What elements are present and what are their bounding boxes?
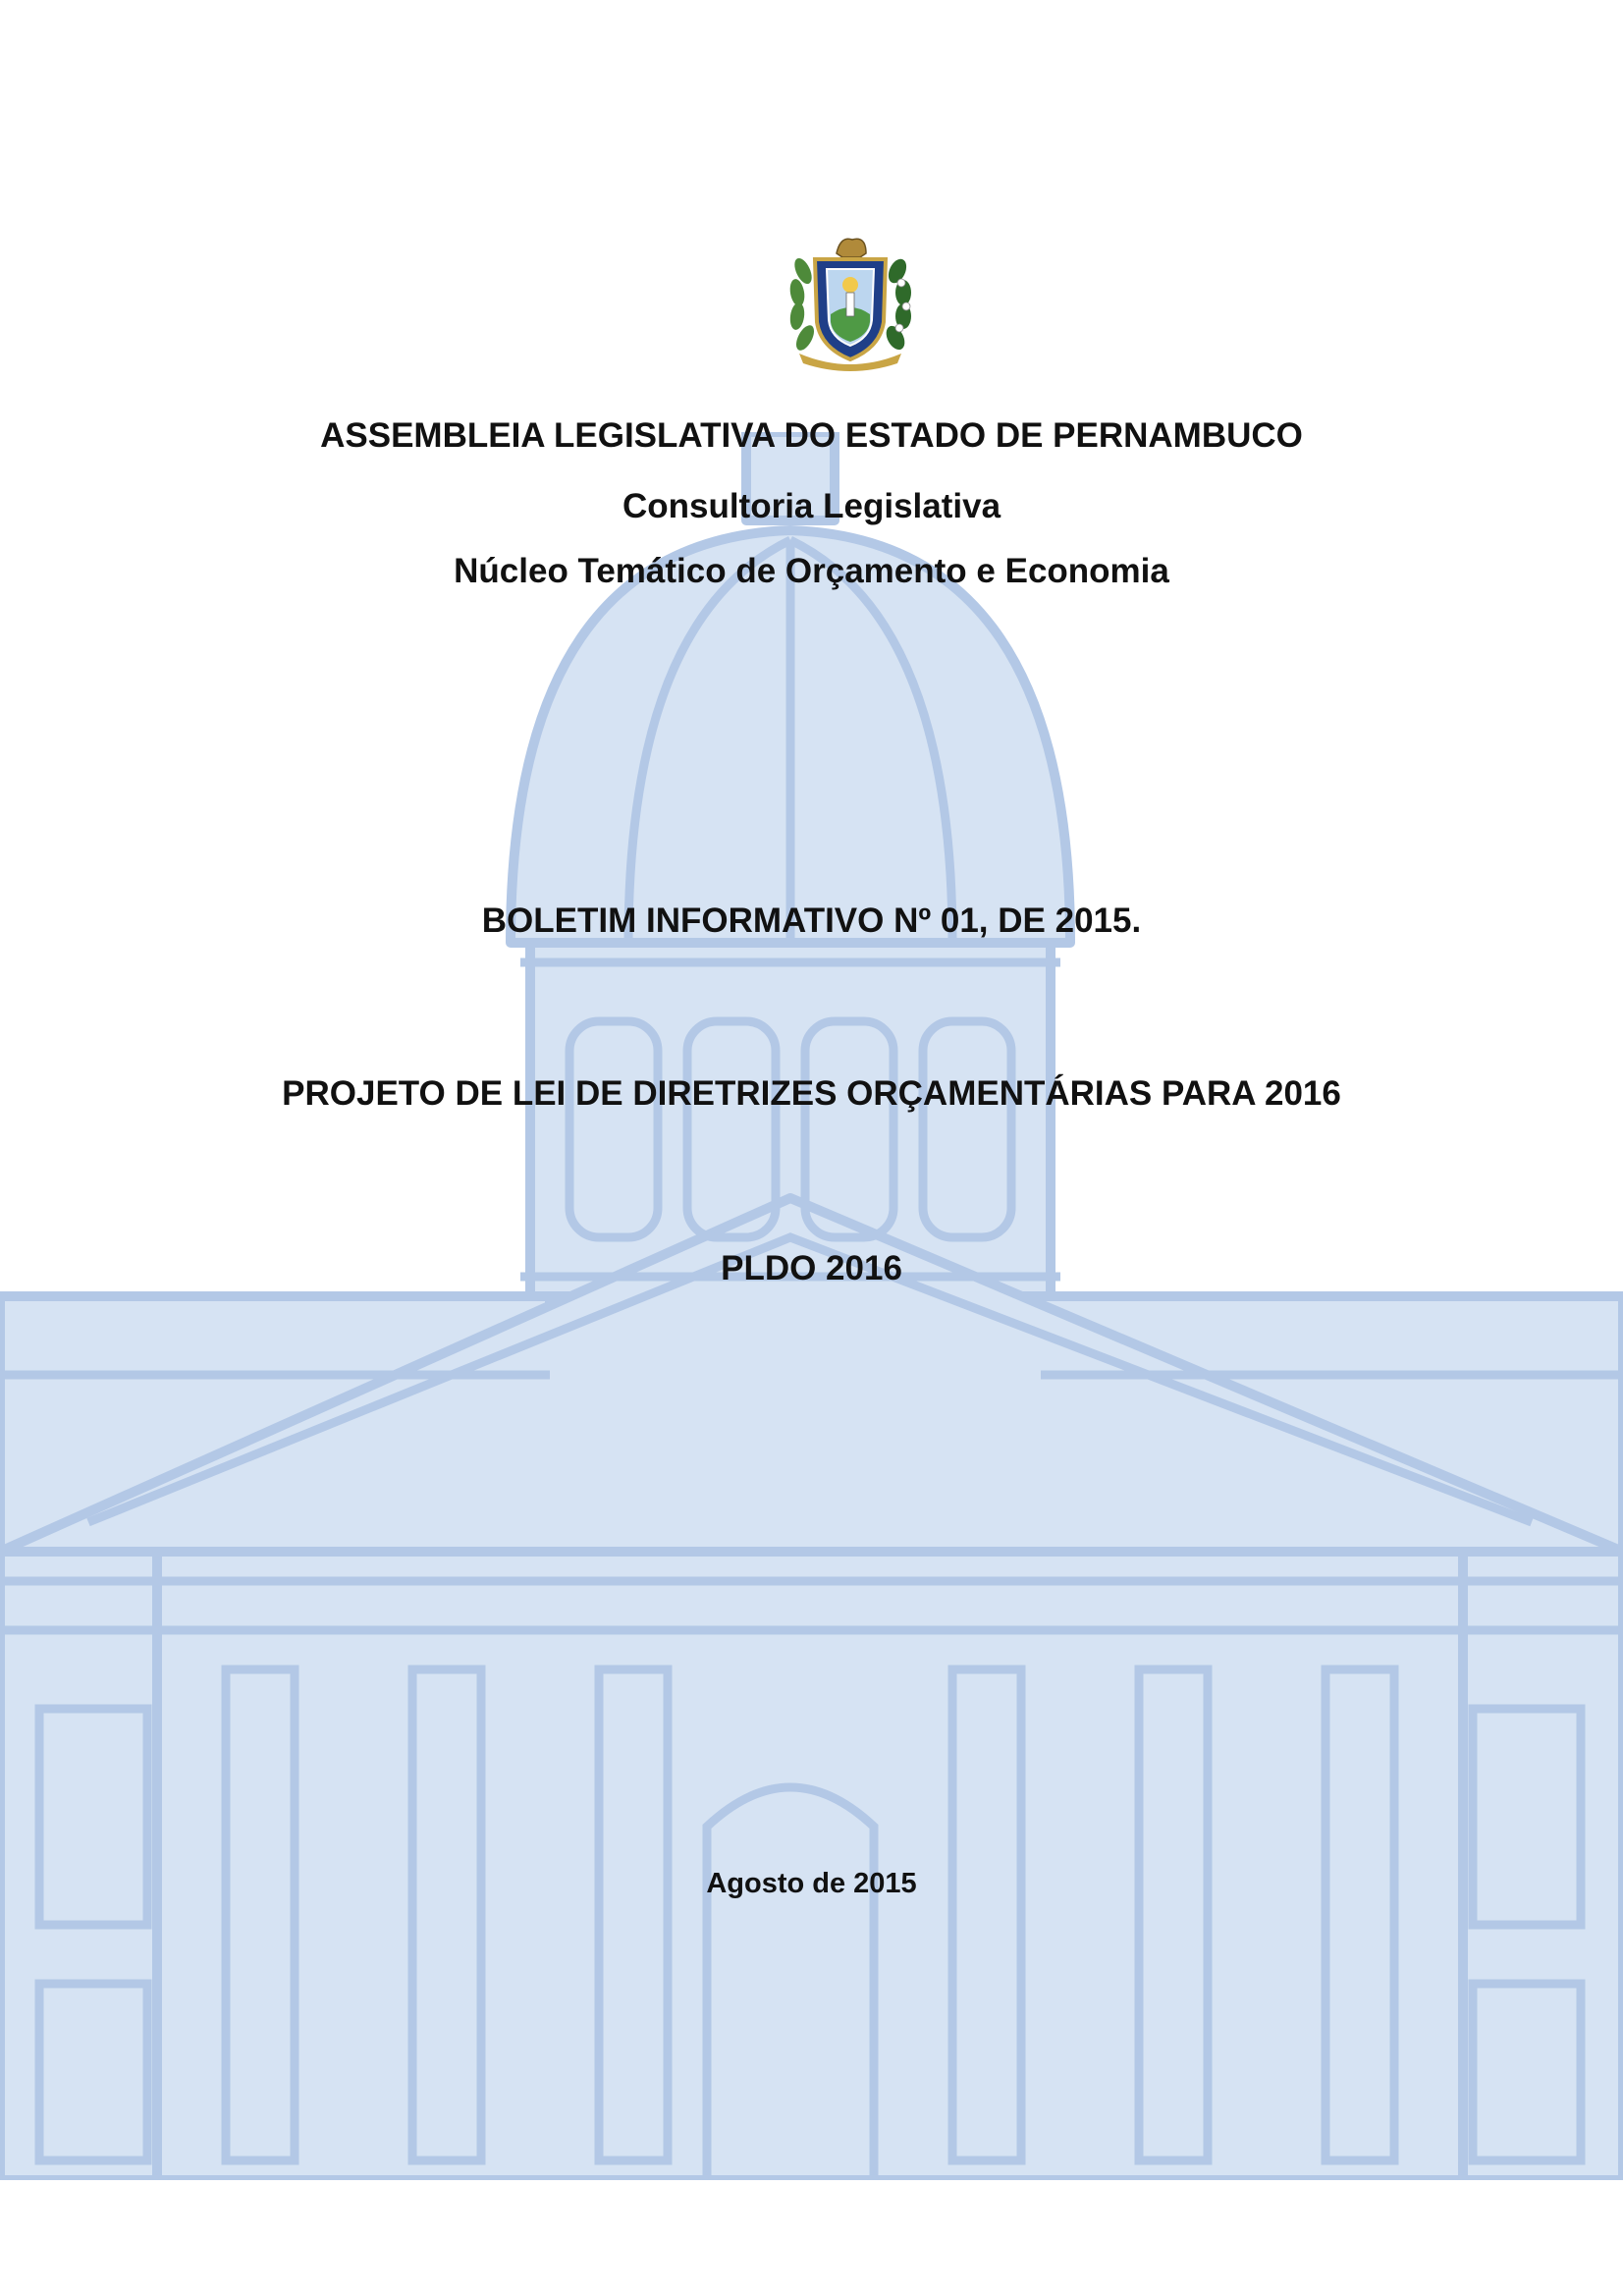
department-name: Consultoria Legislativa bbox=[622, 487, 1001, 525]
document-date: Agosto de 2015 bbox=[706, 1868, 917, 1899]
bulletin-title: BOLETIM INFORMATIVO Nº 01, DE 2015. bbox=[481, 902, 1142, 940]
unit-name: Núcleo Temático de Orçamento e Economia bbox=[454, 552, 1169, 590]
project-title: PROJETO DE LEI DE DIRETRIZES ORÇAMENTÁRIAS PARA 2016 bbox=[282, 1074, 1341, 1113]
coat-of-arms-icon bbox=[782, 232, 919, 371]
short-title: PLDO 2016 bbox=[721, 1249, 902, 1287]
legislative-palace-watermark bbox=[0, 432, 1623, 2180]
institution-name: ASSEMBLEIA LEGISLATIVA DO ESTADO DE PERNAMBUCO bbox=[320, 416, 1303, 455]
